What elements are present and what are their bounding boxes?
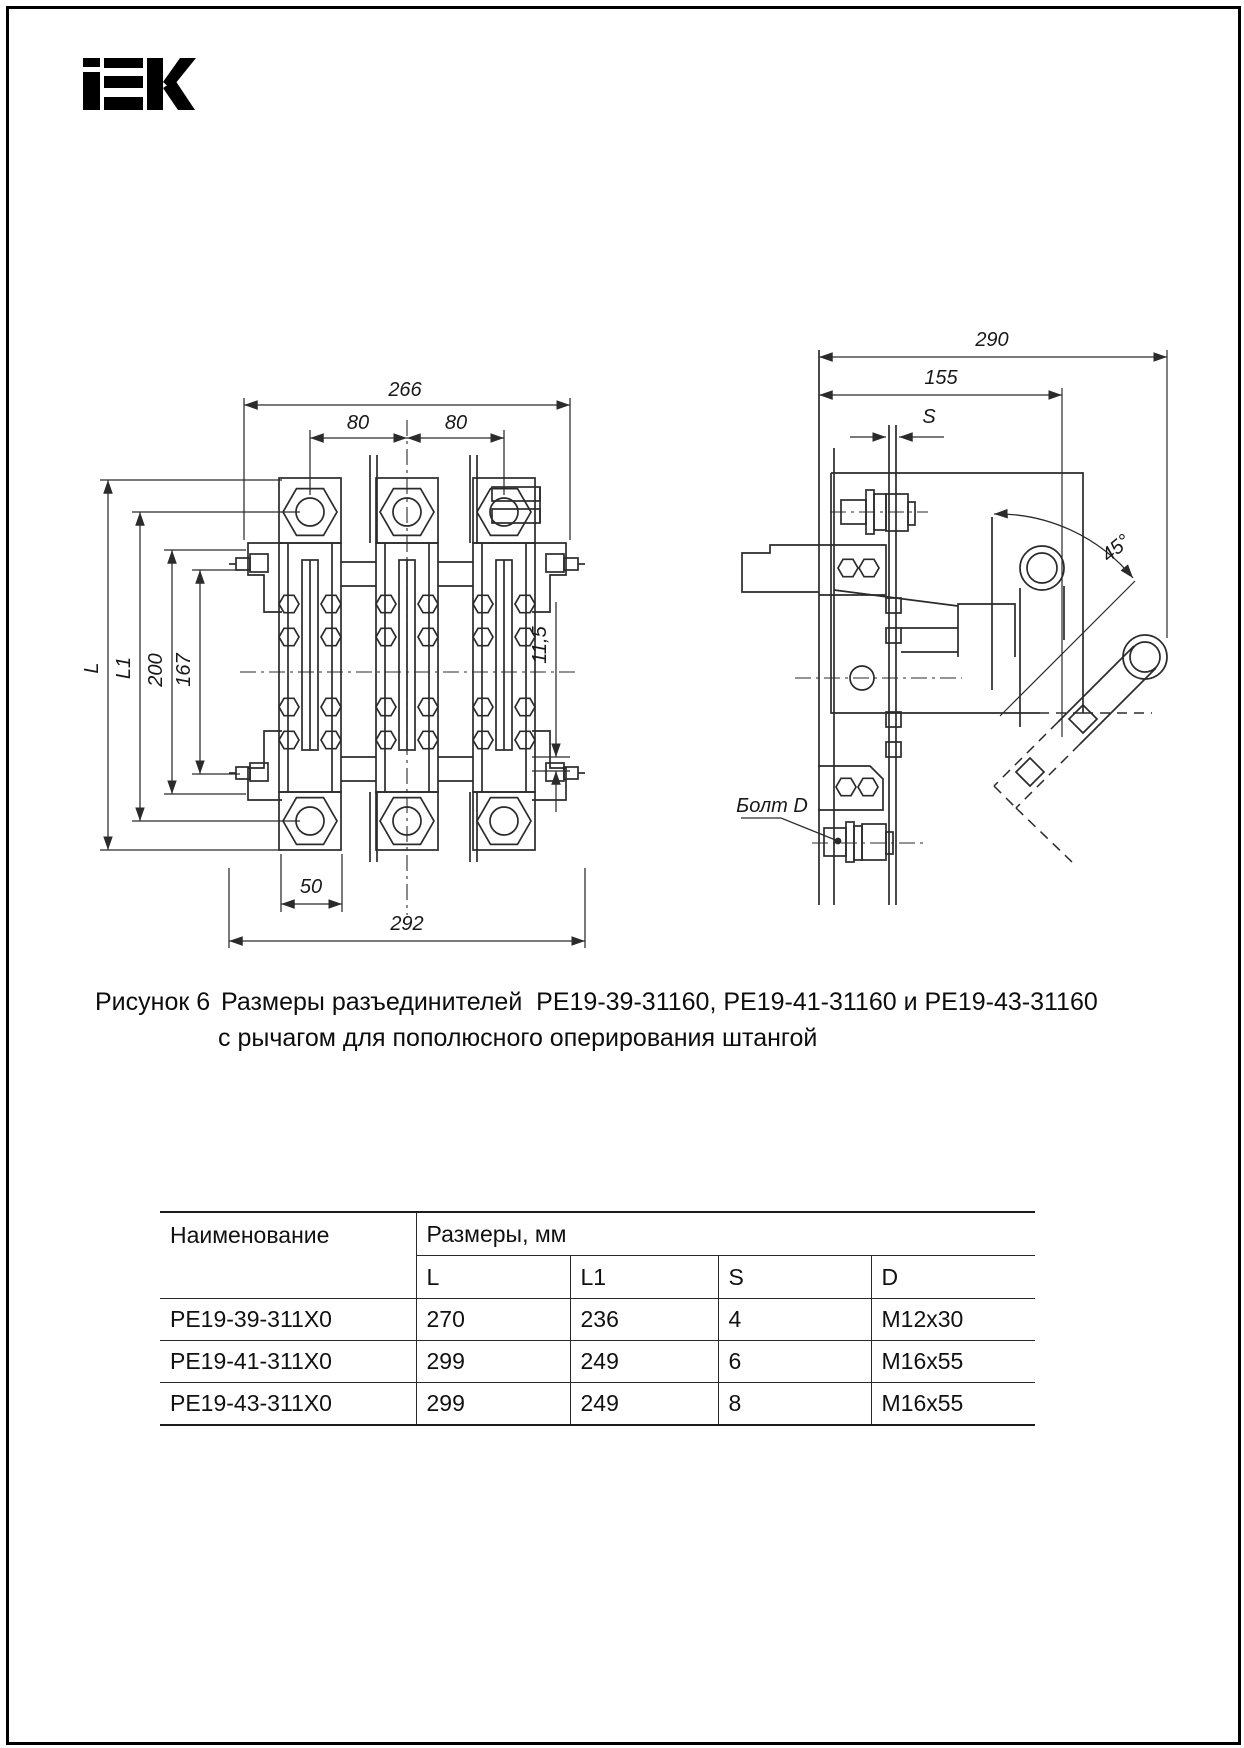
- table-row: [160, 1341, 1035, 1383]
- dim-266-label: 266: [388, 379, 422, 401]
- column-header-L: L: [416, 1256, 570, 1299]
- figure-caption-line2: с рычагом для пополюсного оперирования штангой: [218, 1024, 818, 1052]
- column-header-L1: L1: [570, 1256, 718, 1299]
- table-header-row-1: [160, 1212, 1035, 1256]
- cell-S: 4: [718, 1299, 871, 1341]
- side-view-geometry: [742, 350, 1167, 905]
- column-header-name: Наименование: [160, 1212, 416, 1299]
- dim-80-left-label: 80: [346, 412, 370, 434]
- dim-167-label: 167: [173, 653, 195, 687]
- side-view-centerlines: [795, 512, 962, 843]
- dim-155-label: 155: [924, 367, 958, 389]
- cell-S: 6: [718, 1341, 871, 1383]
- cell-L1: 236: [570, 1299, 718, 1341]
- pole-1: [279, 478, 341, 850]
- front-view-dimension-labels: [81, 379, 551, 935]
- column-header-D: D: [871, 1256, 1035, 1299]
- side-view: [736, 329, 1167, 905]
- cell-L: 299: [416, 1341, 570, 1383]
- dimensions-table: [160, 1211, 1035, 1426]
- figure-caption-number: Рисунок 6: [95, 988, 211, 1016]
- table-row: [160, 1299, 1035, 1341]
- dim-45deg-label: 45°: [1097, 530, 1135, 567]
- cell-S: 8: [718, 1383, 871, 1426]
- dim-200-label: 200: [145, 653, 167, 687]
- cell-name: РЕ19-41-311Х0: [160, 1341, 416, 1383]
- column-header-sizes: Размеры, мм: [416, 1212, 1035, 1256]
- dim-11-5-label: 11,5: [529, 626, 551, 664]
- cell-name: РЕ19-43-311Х0: [160, 1383, 416, 1426]
- cell-L: 299: [416, 1383, 570, 1426]
- figure-caption-line1: Размеры разъединителей РЕ19-39-31160, РЕ19-41-31160 и РЕ19-43-31160: [221, 988, 1098, 1016]
- bolt-d-label: Болт D: [736, 795, 808, 817]
- dim-L1-label: L1: [113, 656, 135, 680]
- column-header-S: S: [718, 1256, 871, 1299]
- dimensions-table-wrap: [160, 1211, 1035, 1426]
- cell-name: РЕ19-39-311Х0: [160, 1299, 416, 1341]
- dim-290-label: 290: [975, 329, 1009, 351]
- dim-292-label: 292: [390, 913, 424, 935]
- front-view: [81, 379, 585, 948]
- front-view-centerlines: [240, 420, 575, 915]
- dim-50-label: 50: [299, 876, 323, 898]
- dim-L-label: L: [81, 662, 103, 674]
- cell-D: М12х30: [871, 1299, 1035, 1341]
- dim-S-label: S: [922, 406, 936, 428]
- cell-D: М16х55: [871, 1383, 1035, 1426]
- table-row: [160, 1383, 1035, 1426]
- cell-L1: 249: [570, 1383, 718, 1426]
- cell-L1: 249: [570, 1341, 718, 1383]
- side-view-dimension-labels: [736, 329, 1135, 817]
- pole-3: [473, 478, 535, 850]
- cell-D: М16х55: [871, 1341, 1035, 1383]
- side-view-dimensions: [741, 357, 1167, 844]
- dim-80-right-label: 80: [444, 412, 468, 434]
- cell-L: 270: [416, 1299, 570, 1341]
